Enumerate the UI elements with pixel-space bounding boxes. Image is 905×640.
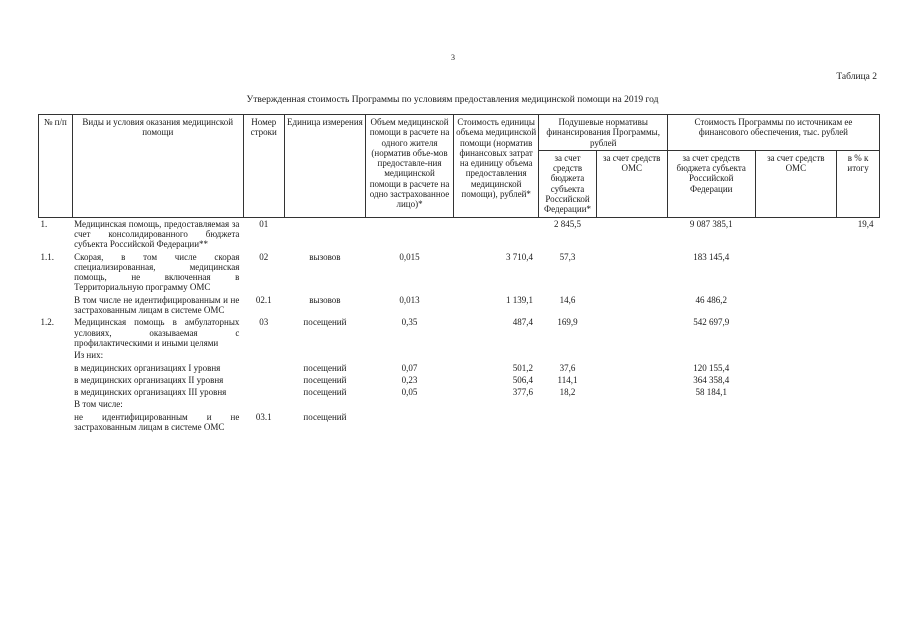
- cell-unit: вызовов: [309, 251, 341, 262]
- cell-pc-oms: [596, 386, 667, 398]
- cell-name: Из них:: [74, 350, 104, 361]
- cell-pc-budget: 114,1: [557, 374, 578, 385]
- cell-line: 02: [259, 251, 269, 262]
- cell-unit: посещений: [303, 411, 347, 422]
- header-kind: Виды и условия оказания медицинской помощи: [72, 115, 243, 218]
- cell-unit: посещений: [303, 362, 347, 373]
- table-number: Таблица 2: [836, 72, 877, 82]
- cell-pc-oms: [596, 217, 667, 250]
- table-row: [39, 316, 880, 349]
- table-title: Утвержденная стоимость Программы по условиям предоставления медицинской помощи на 2019 год: [246, 95, 659, 105]
- cell-pc-oms: [596, 362, 667, 374]
- cell-prog-oms: [755, 411, 837, 434]
- cell-num: [39, 349, 73, 361]
- table-row: [39, 386, 880, 398]
- cell-name: в медицинских организациях III уровня: [74, 387, 227, 398]
- cell-prog-budget: [667, 349, 755, 361]
- cell-line: [243, 374, 284, 386]
- cell-prog-budget: [667, 411, 755, 434]
- header-sub-oms2: за счет средств ОМС: [755, 150, 837, 217]
- cell-volume: 0,07: [401, 362, 418, 373]
- program-cost-table: [38, 114, 880, 433]
- cell-prog-oms: [755, 374, 837, 386]
- cell-pct: [837, 294, 880, 317]
- cell-pct: [837, 398, 880, 410]
- cell-prog-oms: [755, 217, 837, 250]
- cell-pc-oms: [596, 294, 667, 317]
- cell-prog-oms: [755, 386, 837, 398]
- cell-prog-oms: [755, 362, 837, 374]
- cell-line: [243, 398, 284, 410]
- cell-volume: 0,015: [399, 251, 420, 262]
- cell-pc-budget: [539, 411, 596, 434]
- cell-pct: 19,4: [857, 218, 874, 229]
- cell-pct: [837, 316, 880, 349]
- table-row: [39, 362, 880, 374]
- cell-cost: [453, 349, 539, 361]
- cell-pct: [837, 362, 880, 374]
- cell-pct: [837, 349, 880, 361]
- cell-pc-oms: [596, 251, 667, 294]
- cell-num: [39, 374, 73, 386]
- table-row: [39, 349, 880, 361]
- cell-pc-oms: [596, 398, 667, 410]
- cell-pc-oms: [596, 349, 667, 361]
- cell-volume: 0,05: [401, 387, 418, 398]
- cell-line: 01: [259, 218, 269, 229]
- cell-unit: вызовов: [309, 294, 341, 305]
- header-sub-oms: за счет средств ОМС: [596, 150, 667, 217]
- cell-line: [243, 349, 284, 361]
- cell-pc-oms: [596, 316, 667, 349]
- cell-cost: 506,4: [512, 374, 533, 385]
- cell-cost: [453, 217, 539, 250]
- cell-num: [39, 362, 73, 374]
- cell-pc-budget: 14,6: [559, 294, 576, 305]
- cell-unit: посещений: [303, 387, 347, 398]
- table-body: [39, 217, 880, 433]
- header-line: Номер строки: [243, 115, 284, 218]
- header-unit: Единица измерения: [284, 115, 366, 218]
- cell-line: 03: [259, 317, 269, 328]
- cell-line: [243, 386, 284, 398]
- table-row: [39, 374, 880, 386]
- cell-line: [243, 362, 284, 374]
- cell-unit: [284, 217, 366, 250]
- cell-pc-oms: [596, 374, 667, 386]
- table-row: [39, 398, 880, 410]
- cell-num: 1.1.: [40, 251, 54, 262]
- cell-name: Медицинская помощь в амбулаторных условиях, оказываемая с профилактическими и иными целями: [74, 317, 240, 348]
- cell-line: 02.1: [255, 294, 272, 305]
- header-cost-unit: Стоимость единицы объема медицинской помощи (норматив финансовых затрат на единицу объема предоставления медицинской помощи), рублей*: [453, 115, 539, 218]
- cell-prog-oms: [755, 316, 837, 349]
- table-row: [39, 411, 880, 434]
- cell-name: не идентифицированным и не застрахованным лицам в системе ОМС: [74, 411, 240, 433]
- cell-unit: [284, 398, 366, 410]
- cell-pc-budget: 2 845,5: [554, 218, 581, 229]
- header-row-top: [39, 115, 880, 151]
- cell-name: В том числе не идентифицированным и не застрахованным лицам в системе ОМС: [74, 294, 240, 316]
- cell-cost: [453, 411, 539, 434]
- cell-num: 1.: [40, 218, 48, 229]
- cell-prog-budget: 364 358,4: [693, 374, 730, 385]
- cell-cost: 3 710,4: [505, 251, 533, 262]
- cell-volume: [366, 398, 454, 410]
- cell-name: Скорая, в том числе скорая специализированная, медицинская помощь, не включенная в Территориальную программу ОМС: [74, 251, 240, 293]
- cell-prog-oms: [755, 349, 837, 361]
- cell-cost: [453, 398, 539, 410]
- cell-name: в медицинских организациях II уровня: [74, 374, 224, 385]
- cell-name: В том числе:: [74, 399, 123, 410]
- cell-unit: посещений: [303, 317, 347, 328]
- cell-pc-budget: 37,6: [559, 362, 576, 373]
- cell-cost: 377,6: [512, 387, 533, 398]
- cell-pc-budget: 57,3: [559, 251, 576, 262]
- table-row: [39, 251, 880, 294]
- cell-pct: [837, 251, 880, 294]
- cell-prog-budget: 46 486,2: [695, 294, 727, 305]
- cell-pc-budget: [539, 349, 596, 361]
- cell-prog-budget: 9 087 385,1: [689, 218, 733, 229]
- cell-prog-budget: 183 145,4: [693, 251, 730, 262]
- header-volume: Объем медицинской помощи в расчете на одного жителя (норматив объе-мов предоставле-ния медицинской помощи в расчете на одно застрахованное лицо)*: [366, 115, 454, 218]
- cell-volume: 0,013: [399, 294, 420, 305]
- cell-num: [39, 294, 73, 317]
- header-sub-budget2: за счет средств бюджета субъекта Российской Федерации: [667, 150, 755, 217]
- cell-prog-budget: 120 155,4: [693, 362, 730, 373]
- cell-num: [39, 386, 73, 398]
- cell-cost: 1 139,1: [505, 294, 533, 305]
- header-program-cost: Стоимость Программы по источникам ее финансового обеспечения, тыс. рублей: [667, 115, 879, 151]
- cell-volume: 0,23: [401, 374, 418, 385]
- cell-prog-budget: [667, 398, 755, 410]
- cell-pct: [837, 411, 880, 434]
- cell-unit: посещений: [303, 374, 347, 385]
- cell-num: [39, 411, 73, 434]
- cell-pct: [837, 374, 880, 386]
- header-per-capita: Подушевые нормативы финансирования Программы, рублей: [539, 115, 667, 151]
- cell-name: в медицинских организациях I уровня: [74, 362, 221, 373]
- cell-volume: 0,35: [401, 317, 418, 328]
- table-row: [39, 294, 880, 317]
- cell-num: [39, 398, 73, 410]
- cell-volume: [366, 217, 454, 250]
- table-row: [39, 217, 880, 250]
- cell-pct: [837, 386, 880, 398]
- cell-name: Медицинская помощь, предоставляемая за счет консолидированного бюджета субъекта Российской Федерации**: [74, 218, 240, 250]
- cell-line: 03.1: [255, 411, 272, 422]
- cell-prog-oms: [755, 251, 837, 294]
- cell-volume: [366, 411, 454, 434]
- header-sub-pct: в % к итогу: [837, 150, 880, 217]
- page-number: 3: [451, 53, 455, 62]
- cell-prog-budget: 542 697,9: [693, 317, 730, 328]
- cell-pc-budget: 18,2: [559, 387, 576, 398]
- cell-pc-oms: [596, 411, 667, 434]
- cell-prog-oms: [755, 398, 837, 410]
- cell-prog-oms: [755, 294, 837, 317]
- cell-volume: [366, 349, 454, 361]
- cell-prog-budget: 58 184,1: [695, 387, 727, 398]
- header-num: № п/п: [39, 115, 73, 218]
- cell-cost: 487,4: [512, 317, 533, 328]
- cell-cost: 501,2: [512, 362, 533, 373]
- cell-pc-budget: 169,9: [557, 317, 578, 328]
- cell-pc-budget: [539, 398, 596, 410]
- cell-num: 1.2.: [40, 317, 54, 328]
- header-sub-budget: за счет средств бюджета субъекта Российской Федерации*: [539, 150, 596, 217]
- cell-unit: [284, 349, 366, 361]
